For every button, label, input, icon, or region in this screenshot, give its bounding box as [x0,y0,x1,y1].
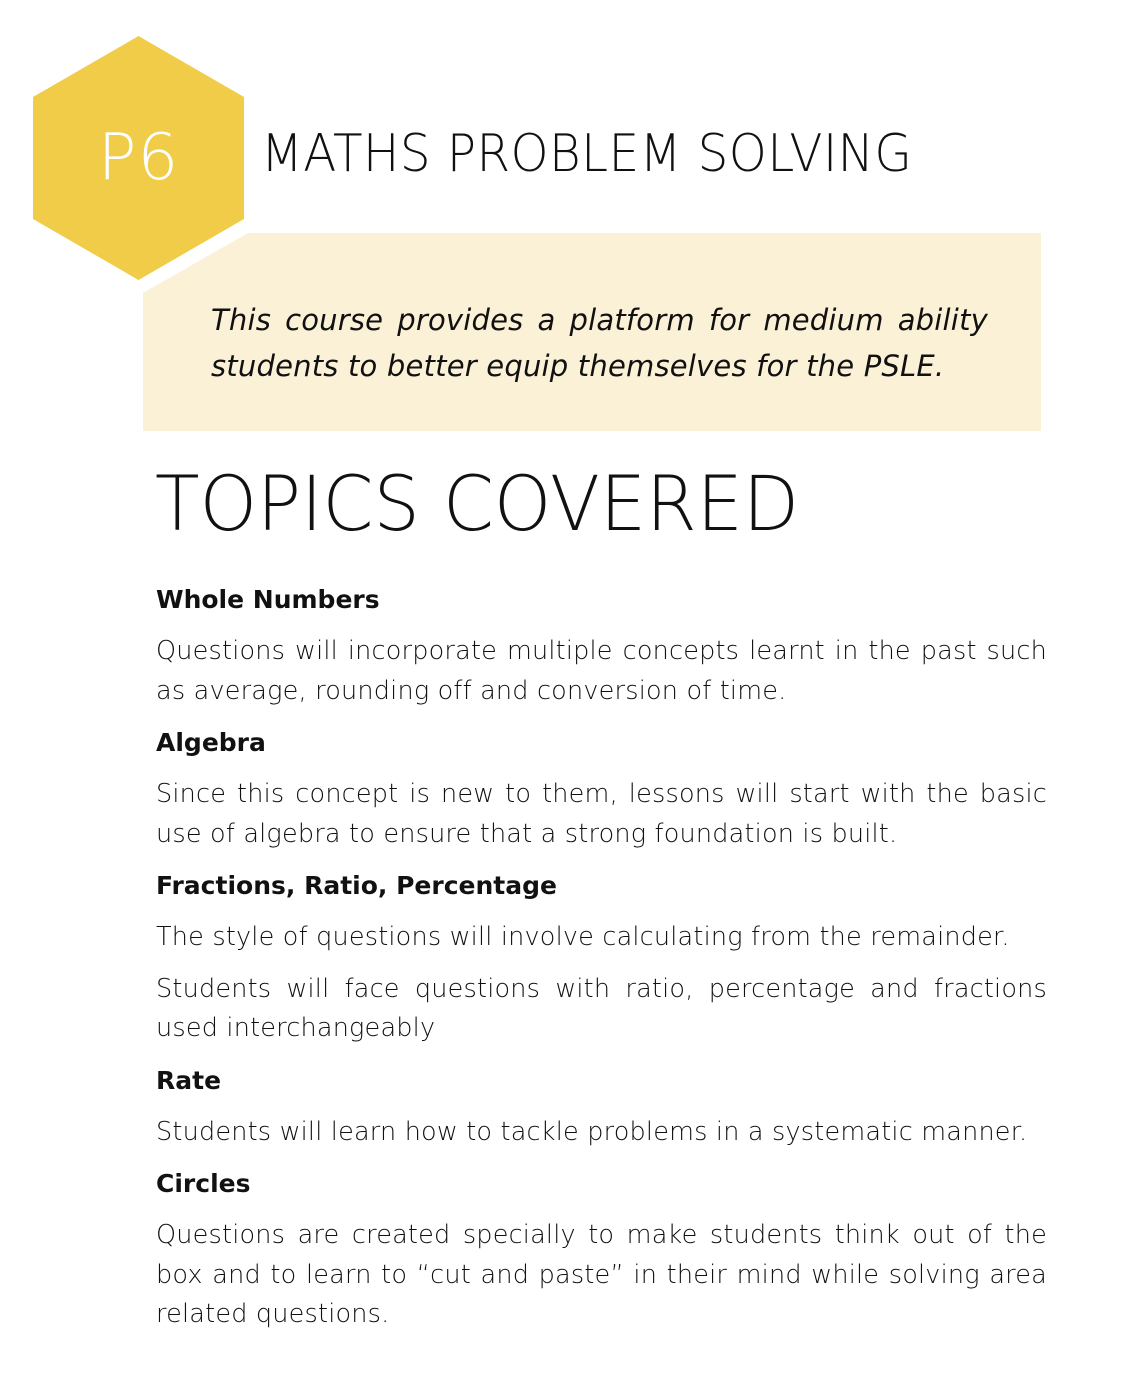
topic-title: Circles [156,1169,251,1198]
topic-title: Fractions, Ratio, Percentage [156,871,557,900]
course-title: MATHS PROBLEM SOLVING [261,124,913,184]
topics-list [156,580,1047,1347]
course-description: This course provides a platform for medium ability students to better equip themselves for the PSLE. [211,303,988,383]
topic-description: Students will learn how to tackle problems in a systematic manner. [156,1116,1028,1147]
topic-circles [156,1164,1047,1335]
topic-description: The style of questions will involve calculating from the remainder. [156,922,1010,952]
topic-rate [156,1061,1047,1153]
level-badge-label: P6 [97,121,180,195]
topic-title: Whole Numbers [156,585,380,614]
topic-whole-numbers [156,580,1047,711]
topic-description: Since this concept is new to them, lessons will start with the basic use of algebra to ensure that a strong foundation is built. [156,779,1047,849]
topic-description: Questions will incorporate multiple concepts learnt in the past such as average, rounding off and conversion of time. [156,636,1047,706]
topic-title: Rate [156,1065,222,1095]
topic-description: Questions are created specially to make students think out of the box and to learn to “cut and paste” in their mind while solving area related questions. [156,1220,1047,1329]
topic-description: Students will face questions with ratio, percentage and fractions used interchangeably [156,973,1047,1043]
topic-fractions-ratio-percentage [156,866,1047,1049]
topics-heading: TOPICS COVERED [155,459,800,548]
topic-algebra [156,723,1047,854]
topic-title: Algebra [156,728,266,757]
